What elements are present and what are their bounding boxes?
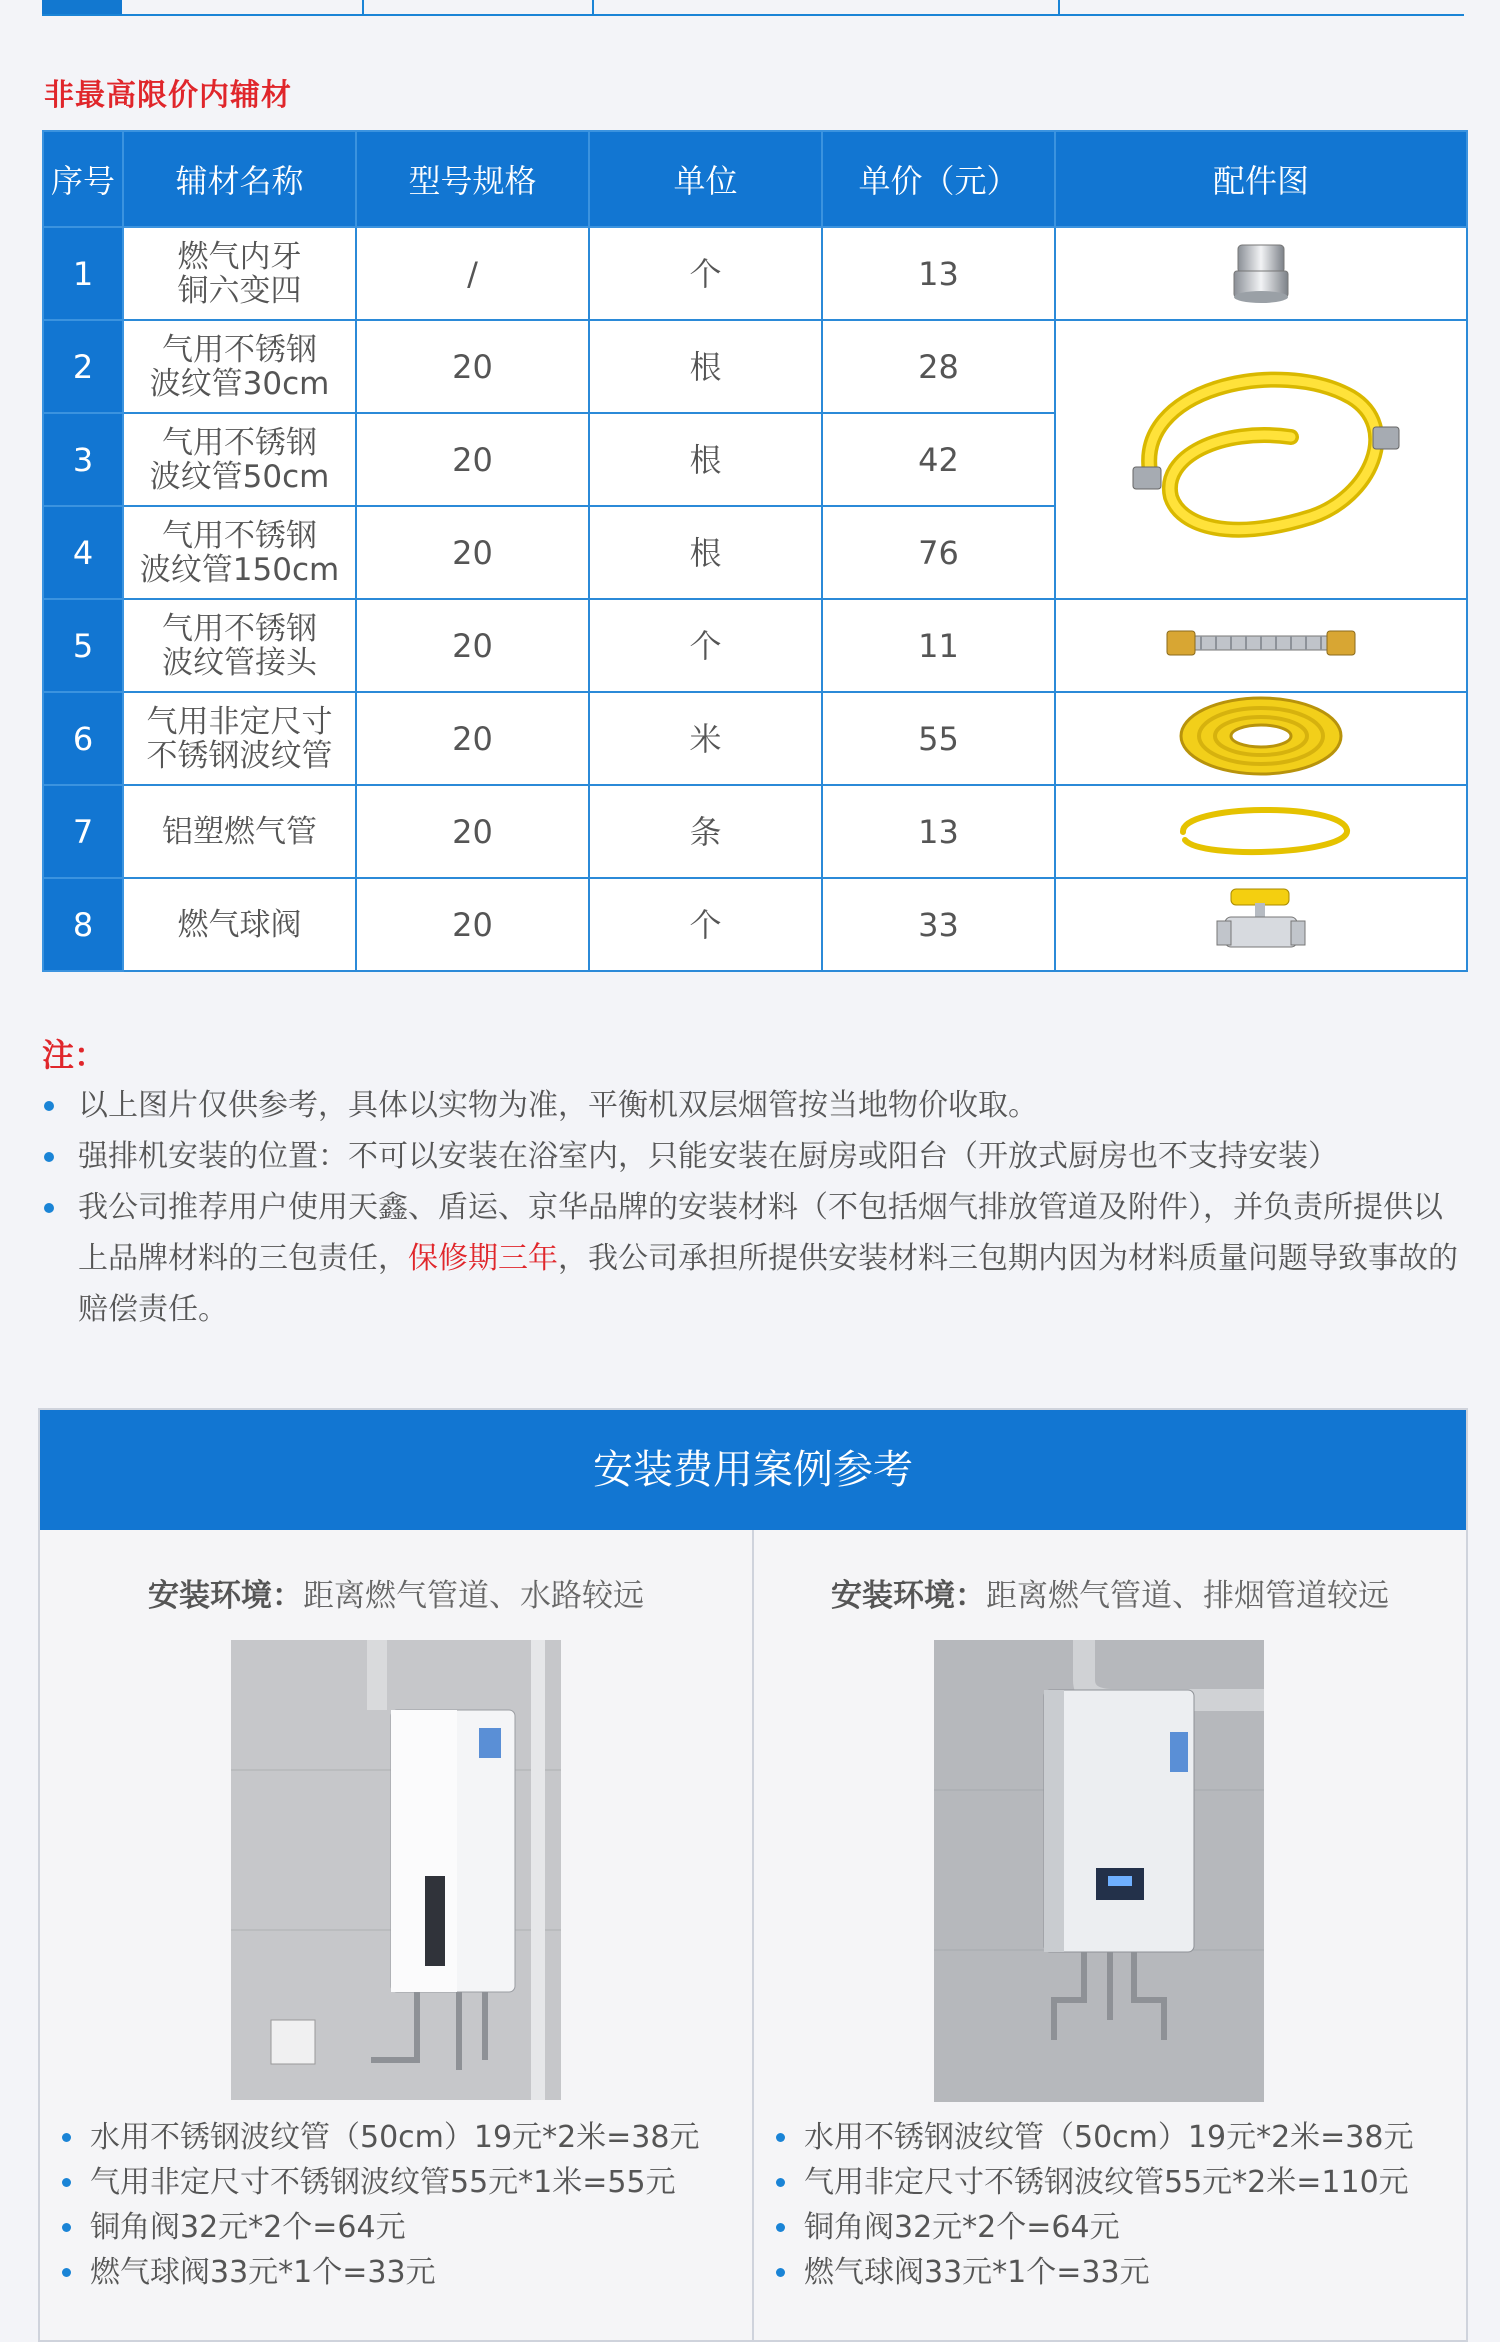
- previous-table-remnant: [42, 0, 1464, 16]
- cost-item: 铜角阀32元*2个=64元: [774, 2205, 1454, 2250]
- row-index: 8: [43, 878, 123, 971]
- cost-item: 气用非定尺寸不锈钢波纹管55元*2米=110元: [774, 2160, 1454, 2205]
- yellow-hose-coil-image: [1055, 692, 1467, 785]
- warranty-highlight: 保修期三年: [408, 1241, 558, 1276]
- unit-cell: 根: [589, 506, 822, 599]
- price-cell: 28: [822, 320, 1055, 413]
- unit-cell: 根: [589, 320, 822, 413]
- water-heater-photo: [231, 1640, 561, 2104]
- table-row: [43, 227, 1467, 320]
- cost-item: 铜角阀32元*2个=64元: [60, 2205, 740, 2250]
- material-name: 气用不锈钢 波纹管150cm: [123, 506, 356, 599]
- price-cell: 76: [822, 506, 1055, 599]
- case-left: [40, 1530, 752, 2340]
- material-name: 气用非定尺寸 不锈钢波纹管: [123, 692, 356, 785]
- col-header-price: 单价（元）: [822, 131, 1055, 227]
- material-name: 燃气内牙 铜六变四: [123, 227, 356, 320]
- note-item: 以上图片仅供参考，具体以实物为准，平衡机双层烟管按当地物价收取。: [42, 1080, 1472, 1131]
- spec-cell: 20: [356, 506, 589, 599]
- ball-valve-image: [1055, 878, 1467, 971]
- spec-cell: 20: [356, 692, 589, 785]
- material-name: 燃气球阀: [123, 878, 356, 971]
- spec-cell: 20: [356, 413, 589, 506]
- table-row: [43, 599, 1467, 692]
- notes-heading: 注：: [42, 1036, 107, 1074]
- col-header-unit: 单位: [589, 131, 822, 227]
- spec-cell: 20: [356, 785, 589, 878]
- spec-cell: 20: [356, 320, 589, 413]
- water-heater-photo: [934, 1640, 1264, 2106]
- row-index: 3: [43, 413, 123, 506]
- price-cell: 55: [822, 692, 1055, 785]
- case-cost-list: [60, 2115, 740, 2295]
- yellow-gas-hose-image: [1055, 320, 1467, 599]
- install-cost-cases: [38, 1408, 1468, 2342]
- cost-item: 燃气球阀33元*1个=33元: [60, 2250, 740, 2295]
- materials-table: [42, 130, 1468, 972]
- spec-cell: 20: [356, 878, 589, 971]
- cost-item: 水用不锈钢波纹管（50cm）19元*2米=38元: [774, 2115, 1454, 2160]
- table-header-row: [43, 131, 1467, 227]
- col-header-image: 配件图: [1055, 131, 1467, 227]
- table-row: [43, 785, 1467, 878]
- cases-title: 安装费用案例参考: [40, 1410, 1466, 1530]
- unit-cell: 个: [589, 878, 822, 971]
- cost-item: 水用不锈钢波纹管（50cm）19元*2米=38元: [60, 2115, 740, 2160]
- spec-cell: /: [356, 227, 589, 320]
- note-item: 我公司推荐用户使用天鑫、盾运、京华品牌的安装材料（不包括烟气排放管道及附件），并负责所提供以上品牌材料的三包责任，保修期三年，我公司承担所提供安装材料三包期内因为材料质量问题导致事故的赔偿责任。: [42, 1182, 1472, 1335]
- case-environment: 安装环境：距离燃气管道、排烟管道较远: [831, 1578, 1389, 1614]
- section-title: 非最高限价内辅材: [44, 78, 292, 113]
- price-cell: 13: [822, 227, 1055, 320]
- case-environment: 安装环境：距离燃气管道、水路较远: [148, 1578, 644, 1614]
- table-row: [43, 320, 1467, 413]
- brass-pipe-connector-image: [1055, 599, 1467, 692]
- row-index: 5: [43, 599, 123, 692]
- material-name: 气用不锈钢 波纹管30cm: [123, 320, 356, 413]
- price-cell: 11: [822, 599, 1055, 692]
- unit-cell: 条: [589, 785, 822, 878]
- unit-cell: 个: [589, 227, 822, 320]
- yellow-pipe-ring-image: [1055, 785, 1467, 878]
- cost-item: 气用非定尺寸不锈钢波纹管55元*1米=55元: [60, 2160, 740, 2205]
- material-name: 气用不锈钢 波纹管50cm: [123, 413, 356, 506]
- row-index: 7: [43, 785, 123, 878]
- unit-cell: 米: [589, 692, 822, 785]
- case-cost-list: [774, 2115, 1454, 2295]
- col-header-spec: 型号规格: [356, 131, 589, 227]
- row-index: 2: [43, 320, 123, 413]
- cost-item: 燃气球阀33元*1个=33元: [774, 2250, 1454, 2295]
- unit-cell: 根: [589, 413, 822, 506]
- price-cell: 42: [822, 413, 1055, 506]
- spec-cell: 20: [356, 599, 589, 692]
- row-index: 6: [43, 692, 123, 785]
- unit-cell: 个: [589, 599, 822, 692]
- case-right: [754, 1530, 1466, 2340]
- notes-list: [42, 1080, 1472, 1335]
- row-index: 4: [43, 506, 123, 599]
- row-index: 1: [43, 227, 123, 320]
- material-name: 气用不锈钢 波纹管接头: [123, 599, 356, 692]
- material-name: 铝塑燃气管: [123, 785, 356, 878]
- price-cell: 33: [822, 878, 1055, 971]
- note-item-warning: 强排机安装的位置：不可以安装在浴室内，只能安装在厨房或阳台（开放式厨房也不支持安装）: [42, 1131, 1472, 1182]
- table-row: [43, 878, 1467, 971]
- price-cell: 13: [822, 785, 1055, 878]
- col-header-index: 序号: [43, 131, 123, 227]
- col-header-name: 辅材名称: [123, 131, 356, 227]
- brass-hex-adapter-image: [1055, 227, 1467, 320]
- table-row: [43, 692, 1467, 785]
